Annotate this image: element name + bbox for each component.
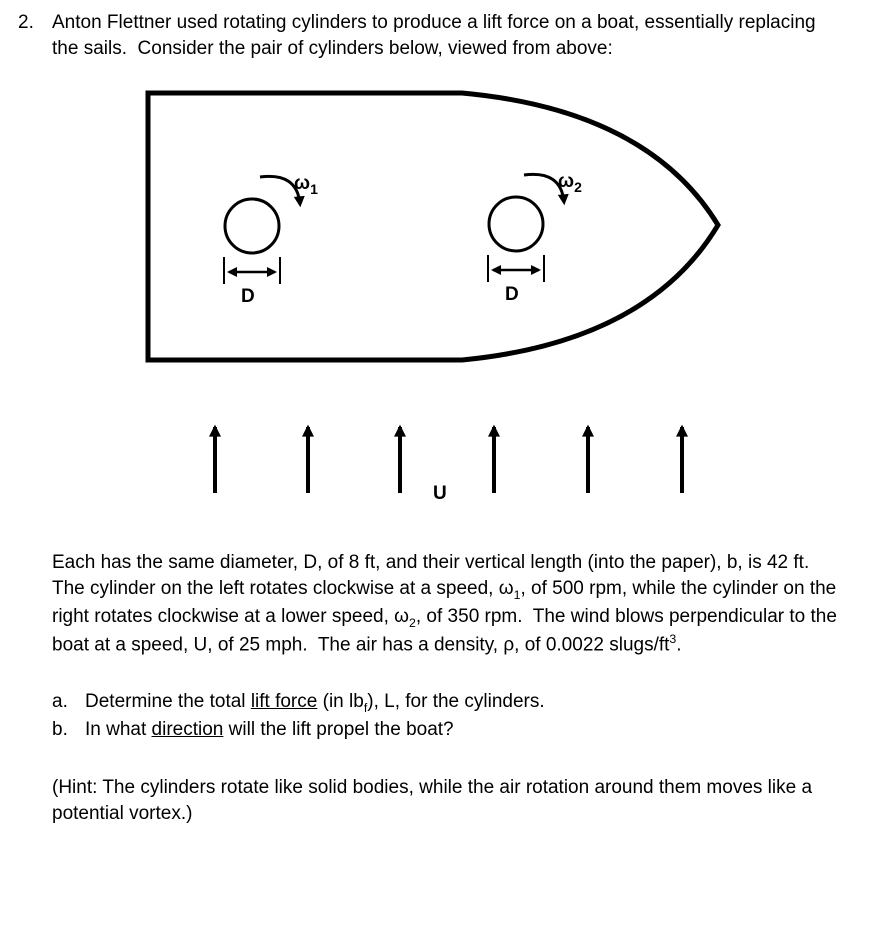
question-parts [52, 689, 886, 743]
part-a-segment: (in lb [317, 690, 364, 712]
boat-diagram [0, 80, 886, 510]
part-b-text [85, 717, 454, 743]
part-b-segment: In what [85, 718, 152, 740]
part-b [52, 717, 886, 743]
omega1-label: $\omega_1$ [294, 173, 318, 198]
problem-body [52, 550, 852, 659]
part-a-segment: Determine the total [85, 690, 251, 712]
problem-header [0, 0, 886, 62]
lbf-subscript: f [363, 700, 368, 715]
cubed-superscript: 3 [669, 632, 677, 647]
part-a-underlined: lift force [250, 690, 318, 712]
hint-text: (Hint: The cylinders rotate like solid bodies, while the air rotation around them moves like a potential vortex.) [52, 776, 818, 824]
part-a-segment: ), L, for the cylinders. [367, 690, 545, 712]
cylinder-left [225, 199, 279, 253]
wind-arrows [215, 427, 682, 493]
part-b-underlined: direction [151, 718, 224, 740]
body-segment: , of 350 rpm. The wind blows perpendicular to the boat at a speed, U, of 25 mph. The air has a density, ρ, of 0.0022 slugs/ft [52, 605, 843, 656]
body-segment: Each has the same diameter, D, of 8 ft, and their vertical length (into the paper), b, is 42 ft. The cylinder on the left rotates clockwise at a speed, ω [52, 552, 820, 600]
body-segment: , of 500 rpm, while the cylinder on the right rotates clockwise at a lower speed, ω [52, 578, 842, 627]
problem-number: 2. [18, 12, 34, 33]
omega2-label: $\omega_2$ [558, 171, 582, 196]
part-a-label: a. [52, 690, 68, 712]
diameter-label-right: D [505, 284, 519, 306]
body-segment: . [676, 634, 682, 656]
problem-intro: Anton Flettner used rotating cylinders to produce a lift force on a boat, essentially replacing the sails. Consider the pair of cylinders below, viewed from above: [52, 12, 821, 60]
diameter-dimension-right [488, 255, 544, 305]
part-b-label: b. [52, 718, 68, 740]
part-a [52, 689, 886, 717]
diameter-label-left: D [241, 286, 255, 308]
omega2-subscript: 2 [409, 615, 416, 630]
boat-hull [148, 93, 718, 360]
diameter-dimension-left [224, 257, 280, 307]
part-a-text [85, 689, 545, 717]
omega1-subscript: 1 [513, 587, 521, 602]
part-b-segment: will the lift propel the boat? [223, 718, 454, 740]
cylinder-right [489, 197, 543, 251]
wind-speed-label: U [433, 483, 447, 505]
